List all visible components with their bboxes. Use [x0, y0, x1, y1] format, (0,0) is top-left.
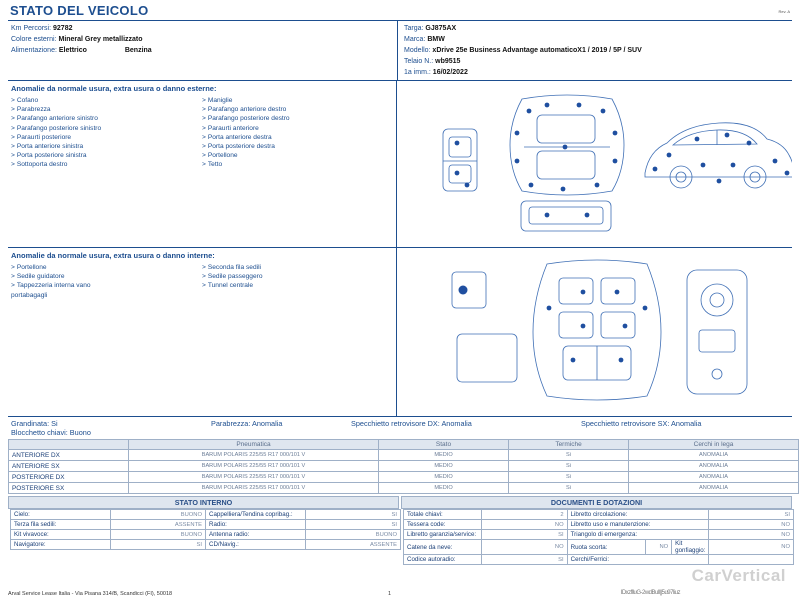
- list-item: [202, 96, 393, 105]
- kv-key: Kit gonfiaggio:: [672, 540, 709, 555]
- tyre-termiche: Si: [509, 483, 629, 494]
- telaio-label: Telaio N.:: [404, 58, 434, 65]
- internal-col-2: [202, 263, 393, 300]
- list-item: [11, 133, 202, 142]
- list-item-label: Sedile passeggero: [207, 273, 263, 281]
- alimentazione-label: Alimentazione:: [11, 47, 57, 54]
- table-row: [11, 510, 401, 520]
- tyre-model: BARUM POLARIS 225/55 R17 000/101 V: [129, 461, 379, 472]
- list-item-label: Porta anteriore destra: [207, 133, 272, 141]
- list-item-label: Porta posteriore destra: [207, 143, 275, 151]
- table-row: [404, 530, 794, 540]
- kv-key: Libretto uso e manutenzione:: [567, 520, 708, 530]
- tyre-cerchi: ANOMALIA: [629, 461, 799, 472]
- list-item-label: Cofano: [16, 97, 39, 104]
- table-row: [9, 472, 799, 483]
- list-item: [202, 272, 393, 281]
- bullet-arrow-icon: >: [202, 282, 206, 290]
- table-row: [404, 555, 794, 565]
- kv-key: Tessera code:: [404, 520, 482, 530]
- bullet-arrow-icon: >: [11, 282, 15, 290]
- list-item-label: Parabrezza: [16, 106, 51, 114]
- list-item: [202, 124, 393, 133]
- kv-key: Navigatore:: [11, 540, 111, 550]
- bullet-arrow-icon: >: [11, 106, 15, 114]
- list-item-label: Porta anteriore sinistra: [16, 143, 84, 151]
- tyre-position: POSTERIORE SX: [9, 483, 129, 494]
- list-item-label: Portellone: [16, 264, 47, 271]
- bullet-arrow-icon: >: [202, 97, 206, 104]
- stato-interno-table: [10, 509, 401, 550]
- kv-value: NO: [708, 540, 793, 555]
- list-item: [202, 105, 393, 114]
- kv-key: Codice autoradio:: [404, 555, 482, 565]
- kv-value: SI: [305, 520, 400, 530]
- bullet-arrow-icon: >: [202, 124, 206, 132]
- kv-value: SI: [482, 530, 567, 540]
- list-item: [202, 281, 393, 290]
- car-interior-diagram-svg: [397, 248, 792, 415]
- list-item: [202, 133, 393, 142]
- kv-key: Totale chiavi:: [404, 510, 482, 520]
- vehicle-info-left: [8, 21, 398, 80]
- kv-key: Catene da neve:: [404, 540, 482, 555]
- kv-key: Libretto circolazione:: [567, 510, 708, 520]
- table-row: [9, 483, 799, 494]
- external-damage-title: Anomalie da normale usura, extra usura o danno esterne:: [11, 84, 217, 93]
- list-item: [11, 263, 202, 272]
- car-exterior-diagram-svg: [397, 81, 792, 246]
- tyres-col-termiche: Termiche: [509, 440, 629, 450]
- list-item: [11, 272, 202, 281]
- documenti-panel: [401, 496, 792, 565]
- bullet-arrow-icon: >: [11, 161, 15, 169]
- info-row-modello: [404, 45, 764, 56]
- bullet-arrow-icon: >: [202, 264, 206, 271]
- bullet-arrow-icon: >: [11, 152, 15, 160]
- list-item: [202, 160, 393, 169]
- list-item: [11, 142, 202, 151]
- telaio-value: wb9515: [435, 58, 461, 65]
- page-footer: [8, 591, 792, 597]
- bullet-arrow-icon: >: [202, 143, 206, 151]
- vehicle-info-right: [398, 21, 792, 80]
- footer-company: Arval Service Lease Italia - Via Pisana 314/B, Scandicci (FI), 50018: [8, 591, 173, 597]
- targa-value: GJ875AX: [425, 25, 457, 32]
- kv-value: SI: [708, 510, 793, 520]
- list-item-label: Parafango posteriore sinistro: [16, 124, 102, 132]
- info-row-telaio: [404, 56, 792, 67]
- kv-value: SI: [482, 555, 567, 565]
- barcode-text: IDxzflluG-2wdBull||5u97liuz: [620, 590, 680, 596]
- kv-value: NO: [482, 520, 567, 530]
- immatricolazione-label: 1a imm.:: [404, 69, 431, 76]
- status-grandinata: Grandinata: Si: [11, 419, 58, 428]
- bullet-arrow-icon: >: [202, 161, 206, 169]
- watermark: CarVertical: [691, 566, 786, 585]
- page-title: STATO DEL VEICOLO: [10, 3, 149, 18]
- list-item-label: Tetto: [207, 161, 223, 169]
- tyres-col-blank: [9, 440, 129, 450]
- tyre-cerchi: ANOMALIA: [629, 472, 799, 483]
- kv-value: NO: [646, 540, 672, 555]
- external-col-2: [202, 96, 393, 170]
- status-specchietto-sx: Specchietto retrovisore SX: Anomalia: [581, 419, 702, 428]
- list-item: [11, 160, 202, 169]
- tyre-model: BARUM POLARIS 225/55 R17 000/101 V: [129, 483, 379, 494]
- kv-value: ASSENTE: [305, 540, 400, 550]
- modello-label: Modello:: [404, 47, 431, 54]
- info-row-colore: [11, 34, 397, 45]
- modello-value: xDrive 25e Business Advantage automaticoX1 / 2019 / 5P / SUV: [432, 47, 642, 54]
- tyres-header-row: [9, 440, 799, 450]
- table-row: [9, 450, 799, 461]
- revision-label: Rev. A: [778, 9, 790, 14]
- tyres-col-stato: Stato: [379, 440, 509, 450]
- stato-interno-title: STATO INTERNO: [8, 496, 399, 509]
- tyre-stato: MEDIO: [379, 461, 509, 472]
- tyre-stato: MEDIO: [379, 472, 509, 483]
- bullet-arrow-icon: >: [202, 106, 206, 114]
- immatricolazione-value: 16/02/2022: [432, 69, 468, 76]
- kv-value: SI: [111, 540, 206, 550]
- kv-key: CD/Navig.:: [205, 540, 305, 550]
- kv-key: Triangolo di emergenza:: [567, 530, 708, 540]
- list-item: [11, 124, 202, 133]
- list-item-label: Sedile guidatore: [16, 273, 65, 281]
- list-item: [202, 114, 393, 123]
- internal-damage-list: [8, 248, 397, 416]
- kv-value: NO: [708, 520, 793, 530]
- table-row: [404, 520, 794, 530]
- list-item-label: Tappezzeria interna vano portabagagli: [11, 282, 91, 299]
- tyre-position: POSTERIORE DX: [9, 472, 129, 483]
- list-item-label: Parafango anteriore sinistro: [16, 115, 98, 123]
- list-item: [11, 281, 121, 299]
- list-item-label: Tunnel centrale: [207, 282, 254, 290]
- table-row: [11, 540, 401, 550]
- colore-label: Colore esterni:: [11, 36, 57, 43]
- kv-value: BUONO: [111, 510, 206, 520]
- external-damage-section: [8, 81, 792, 248]
- bullet-arrow-icon: >: [11, 124, 15, 132]
- list-item: [202, 142, 393, 151]
- list-item-label: Portellone: [207, 152, 238, 160]
- list-item-label: Sottoporta destro: [16, 161, 68, 169]
- list-item-label: Porta posteriore sinistra: [16, 152, 87, 160]
- kv-value: NO: [482, 540, 567, 555]
- bullet-arrow-icon: >: [202, 133, 206, 141]
- kv-key: Libretto garanzia/service:: [404, 530, 482, 540]
- list-item: [11, 105, 202, 114]
- bottom-panels: [8, 496, 792, 565]
- bullet-arrow-icon: >: [11, 264, 15, 271]
- external-damage-list: [8, 81, 397, 247]
- kv-value: [708, 555, 793, 565]
- kv-key: Antenna radio:: [205, 530, 305, 540]
- internal-vehicle-diagram: [397, 248, 792, 416]
- alimentazione-value: Elettrico: [58, 47, 87, 54]
- alimentazione-value2: Benzina: [124, 47, 152, 54]
- status-blocchetto: Blocchetto chiavi: Buono: [11, 428, 91, 437]
- bullet-arrow-icon: >: [11, 143, 15, 151]
- kv-value: ASSENTE: [111, 520, 206, 530]
- list-item-label: Parafango posteriore destro: [207, 115, 290, 123]
- list-item-label: Paraurti anteriore: [207, 124, 259, 132]
- bullet-arrow-icon: >: [202, 273, 206, 281]
- kv-key: Cielo:: [11, 510, 111, 520]
- kv-key: Terza fila sedili:: [11, 520, 111, 530]
- external-vehicle-diagram: [397, 81, 792, 247]
- table-row: [404, 540, 794, 555]
- stato-interno-panel: [8, 496, 399, 565]
- documenti-title: DOCUMENTI E DOTAZIONI: [401, 496, 792, 509]
- kv-value: BUONO: [111, 530, 206, 540]
- bullet-arrow-icon: >: [11, 273, 15, 281]
- documenti-table: [403, 509, 794, 565]
- kv-key: Cerchi/Ferrici:: [567, 555, 708, 565]
- kv-key: Kit vivavoce:: [11, 530, 111, 540]
- table-row: [9, 461, 799, 472]
- list-item: [202, 151, 393, 160]
- marca-label: Marca:: [404, 36, 426, 43]
- list-item-label: Paraurti posteriore: [16, 133, 72, 141]
- colore-value: Mineral Grey metallizzato: [58, 36, 143, 43]
- list-item: [11, 151, 202, 160]
- tyre-stato: MEDIO: [379, 483, 509, 494]
- info-row-km: [11, 23, 397, 34]
- kv-value: SI: [305, 510, 400, 520]
- bullet-arrow-icon: >: [202, 115, 206, 123]
- kv-key: Radio:: [205, 520, 305, 530]
- list-item: [11, 96, 202, 105]
- internal-col-1: [11, 263, 202, 300]
- tyre-termiche: Si: [509, 472, 629, 483]
- kv-value: NO: [708, 530, 793, 540]
- tyre-model: BARUM POLARIS 225/55 R17 000/101 V: [129, 472, 379, 483]
- targa-label: Targa:: [404, 25, 424, 32]
- vehicle-info-block: [8, 21, 792, 81]
- footer-page-number: 1: [388, 591, 392, 597]
- list-item-label: Parafango anteriore destro: [207, 106, 287, 114]
- status-line-row: [8, 417, 792, 428]
- tyre-position: ANTERIORE DX: [9, 450, 129, 461]
- tyre-model: BARUM POLARIS 225/55 R17 000/101 V: [129, 450, 379, 461]
- kv-value: 2: [482, 510, 567, 520]
- km-label: Km Percorsi:: [11, 25, 52, 32]
- bullet-arrow-icon: >: [11, 115, 15, 123]
- tyres-col-pneumatica: Pneumatica: [129, 440, 379, 450]
- tyres-col-cerchi: Cerchi in lega: [629, 440, 799, 450]
- external-col-1: [11, 96, 202, 170]
- bullet-arrow-icon: >: [202, 152, 206, 160]
- tyre-position: ANTERIORE SX: [9, 461, 129, 472]
- tyre-cerchi: ANOMALIA: [629, 483, 799, 494]
- status-specchietto-dx: Specchietto retrovisore DX: Anomalia: [351, 419, 472, 428]
- status-parabrezza: Parabrezza: Anomalia: [211, 419, 283, 428]
- list-item: [11, 114, 202, 123]
- bullet-arrow-icon: >: [11, 133, 15, 141]
- tyre-cerchi: ANOMALIA: [629, 450, 799, 461]
- tyres-table: [8, 439, 799, 494]
- info-row-immatricolazione: [404, 67, 792, 78]
- tyre-stato: MEDIO: [379, 450, 509, 461]
- internal-damage-title: Anomalie da normale usura, extra usura o danno interne:: [11, 251, 215, 260]
- info-row-alimentazione: [11, 45, 397, 56]
- tyre-termiche: Si: [509, 450, 629, 461]
- tyre-termiche: Si: [509, 461, 629, 472]
- km-value: 92782: [53, 25, 73, 32]
- internal-damage-section: [8, 248, 792, 417]
- info-row-marca: [404, 34, 792, 45]
- kv-value: BUONO: [305, 530, 400, 540]
- list-item: [202, 263, 393, 272]
- table-row: [11, 530, 401, 540]
- info-row-targa: [404, 23, 792, 34]
- kv-key: Cappelliera/Tendina copribag.:: [205, 510, 305, 520]
- bullet-arrow-icon: >: [11, 97, 15, 104]
- table-row: [11, 520, 401, 530]
- marca-value: BMW: [427, 36, 445, 43]
- kv-key: Ruota scorta:: [567, 540, 645, 555]
- list-item-label: Seconda fila sedili: [207, 264, 262, 271]
- table-row: [404, 510, 794, 520]
- list-item-label: Maniglie: [207, 97, 233, 104]
